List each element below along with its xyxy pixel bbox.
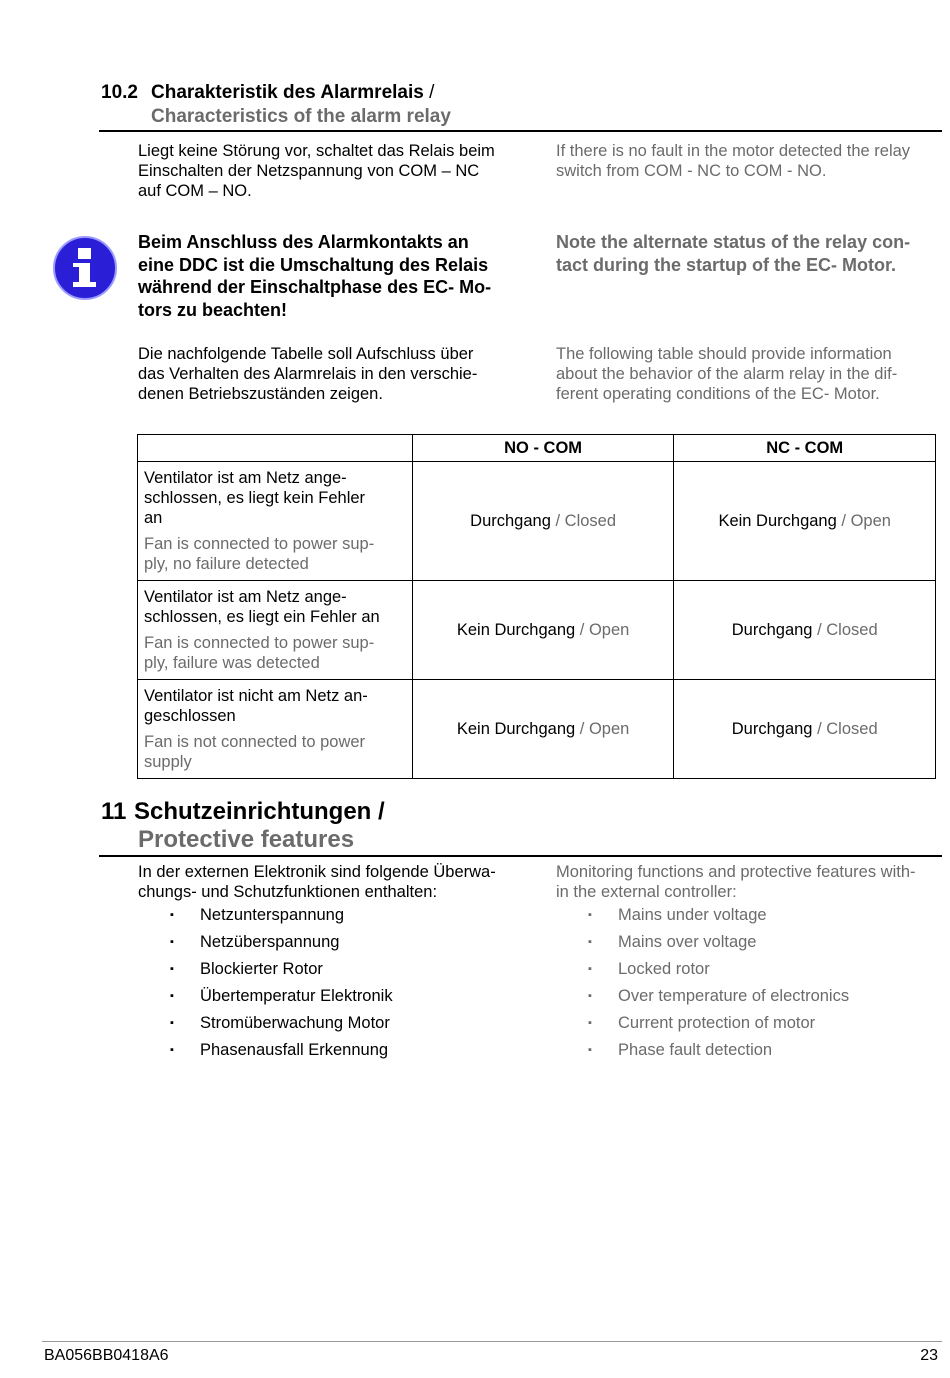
text-line: tact during the startup of the EC- Motor.	[556, 254, 896, 275]
condition-de	[144, 686, 406, 726]
condition-cell	[138, 462, 413, 581]
note-en	[556, 231, 910, 276]
list-item-label: Current protection of motor	[618, 1014, 816, 1032]
value-slash: /	[841, 512, 846, 530]
text-line: während der Einschaltphase des EC- Mo-	[138, 277, 492, 297]
section-number: 11	[101, 798, 127, 825]
nc-com-cell	[674, 581, 936, 680]
list-item	[588, 932, 849, 959]
list-item-label: Blockierter Rotor	[200, 960, 323, 978]
text-line: In der externen Elektronik sind folgende Überwa-	[138, 863, 496, 881]
text-line: Ventilator ist nicht am Netz an-	[144, 687, 368, 705]
list-item	[588, 1040, 849, 1067]
text-line: das Verhalten des Alarmrelais in den verschie-	[138, 365, 478, 383]
text-line: ply, no failure detected	[144, 555, 309, 573]
relay-table	[137, 434, 936, 779]
bullet-icon: ▪	[588, 1017, 592, 1029]
list-item-label: Phase fault detection	[618, 1041, 773, 1059]
condition-en	[144, 633, 406, 673]
list-item	[170, 959, 393, 986]
text-line: eine DDC ist die Umschaltung des Relais	[138, 254, 489, 275]
value-de: Durchgang	[731, 621, 813, 639]
value-slash: /	[579, 621, 585, 639]
list-item-label: Mains over voltage	[618, 933, 757, 951]
bullet-icon: ▪	[170, 990, 174, 1002]
list-item-label: Mains under voltage	[618, 906, 767, 924]
text-line: Note the alternate status of the relay con-	[556, 232, 911, 252]
condition-cell	[138, 581, 413, 680]
text-line: Einschalten der Netzspannung von COM – NC	[138, 162, 480, 180]
value-slash: /	[817, 720, 822, 738]
list-item	[170, 986, 393, 1013]
text-line: Liegt keine Störung vor, schaltet das Relais beim	[138, 142, 495, 160]
list-item-label: Netzüberspannung	[200, 933, 340, 951]
text-line: in the external controller:	[556, 883, 737, 901]
text-line: If there is no fault in the motor detected the relay	[556, 142, 911, 160]
title-separator: /	[429, 82, 435, 103]
text-line: ferent operating conditions of the EC- Motor.	[556, 385, 880, 403]
condition-de	[144, 587, 406, 627]
list-item-label: Stromüberwachung Motor	[200, 1014, 390, 1032]
page-number: 23	[920, 1347, 938, 1364]
value-en: Closed	[564, 512, 617, 530]
text-line: Ventilator ist am Netz ange-	[144, 469, 347, 487]
list-item-label: Übertemperatur Elektronik	[200, 987, 393, 1005]
value-en: Open	[588, 720, 630, 738]
text-line: Ventilator ist am Netz ange-	[144, 588, 347, 606]
list-item	[170, 932, 393, 959]
no-com-cell	[412, 581, 674, 680]
table-row	[138, 581, 936, 680]
text-line: about the behavior of the alarm relay in the dif-	[556, 365, 898, 383]
text-line: Fan is connected to power sup-	[144, 634, 375, 652]
intro-en	[556, 141, 910, 181]
condition-en	[144, 732, 406, 772]
text-line: supply	[144, 753, 192, 771]
bullet-icon: ▪	[170, 936, 174, 948]
condition-de	[144, 468, 406, 528]
features-list-de	[170, 905, 393, 1067]
text-line: Die nachfolgende Tabelle soll Aufschluss über	[138, 345, 474, 363]
intro-de	[138, 141, 495, 201]
text-line: auf COM – NO.	[138, 182, 252, 200]
value-de: Durchgang	[731, 720, 813, 738]
text-line: chungs- und Schutzfunktionen enthalten:	[138, 883, 438, 901]
text-line: schlossen, es liegt kein Fehler	[144, 489, 366, 507]
footer-doc-id: BA056BB0418A6	[44, 1347, 169, 1364]
header-empty	[138, 435, 413, 462]
section-title-de	[134, 798, 385, 826]
bullet-icon: ▪	[588, 990, 592, 1002]
list-item	[588, 986, 849, 1013]
features-list-en	[588, 905, 849, 1067]
bullet-icon: ▪	[170, 1044, 174, 1056]
bullet-icon: ▪	[588, 909, 592, 921]
list-item	[170, 905, 393, 932]
table-intro-de	[138, 344, 477, 404]
features-intro-en	[556, 862, 916, 902]
value-slash: /	[579, 720, 585, 738]
list-item	[588, 1013, 849, 1040]
list-item	[170, 1040, 393, 1067]
text-line: switch from COM - NC to COM - NO.	[556, 162, 827, 180]
footer-rule	[42, 1341, 942, 1342]
text-line: Fan is connected to power sup-	[144, 535, 375, 553]
bullet-icon: ▪	[170, 963, 174, 975]
list-item-label: Phasenausfall Erkennung	[200, 1041, 389, 1059]
section-rule	[99, 855, 942, 857]
text-line: The following table should provide information	[556, 345, 892, 363]
value-en: Open	[588, 621, 630, 639]
table-header-row	[138, 435, 936, 462]
list-item-label: Over temperature of electronics	[618, 987, 850, 1005]
section-rule	[99, 130, 942, 132]
nc-com-cell	[674, 680, 936, 779]
value-en: Closed	[826, 720, 878, 738]
bullet-icon: ▪	[588, 963, 592, 975]
no-com-cell	[412, 680, 674, 779]
value-en: Closed	[826, 621, 878, 639]
condition-cell	[138, 680, 413, 779]
text-line: tors zu beachten!	[138, 299, 288, 320]
list-item-label: Locked rotor	[618, 960, 710, 978]
value-de: Durchgang	[470, 512, 551, 530]
no-com-cell	[412, 462, 674, 581]
text-line: Beim Anschluss des Alarmkontakts an	[138, 232, 469, 252]
section-title-de-text: Charakteristik des Alarmrelais	[151, 82, 424, 103]
list-item	[588, 959, 849, 986]
section-title-de	[151, 82, 434, 104]
features-intro-de	[138, 862, 496, 902]
value-de: Kein Durchgang	[456, 621, 576, 639]
list-item	[588, 905, 849, 932]
table-row	[138, 462, 936, 581]
info-icon	[52, 235, 118, 301]
header-no-com: NO - COM	[412, 435, 674, 462]
section-title-de-text: Schutzeinrichtungen	[134, 798, 372, 825]
text-line: ply, failure was detected	[144, 654, 320, 672]
text-line: Monitoring functions and protective features with-	[556, 863, 916, 881]
text-line: Fan is not connected to power	[144, 733, 366, 751]
text-line: an	[144, 509, 163, 527]
bullet-icon: ▪	[170, 909, 174, 921]
list-item-label: Netzunterspannung	[200, 906, 345, 924]
text-line: geschlossen	[144, 707, 236, 725]
value-slash: /	[817, 621, 822, 639]
bullet-icon: ▪	[588, 1044, 592, 1056]
title-separator: /	[378, 798, 385, 825]
value-en: Open	[850, 512, 891, 530]
section-title-en: Characteristics of the alarm relay	[151, 106, 451, 127]
table-intro-en	[556, 344, 897, 404]
value-de: Kein Durchgang	[718, 512, 837, 530]
list-item	[170, 1013, 393, 1040]
nc-com-cell	[674, 462, 936, 581]
bullet-icon: ▪	[588, 936, 592, 948]
value-slash: /	[555, 512, 561, 530]
condition-en	[144, 534, 406, 574]
header-nc-com: NC - COM	[674, 435, 936, 462]
bullet-icon: ▪	[170, 1017, 174, 1029]
section-title-en: Protective features	[138, 826, 355, 853]
value-de: Kein Durchgang	[456, 720, 576, 738]
note-de	[138, 231, 491, 321]
table-row	[138, 680, 936, 779]
section-number: 10.2	[101, 82, 138, 103]
text-line: schlossen, es liegt ein Fehler an	[144, 608, 380, 626]
text-line: denen Betriebszuständen zeigen.	[138, 385, 383, 403]
